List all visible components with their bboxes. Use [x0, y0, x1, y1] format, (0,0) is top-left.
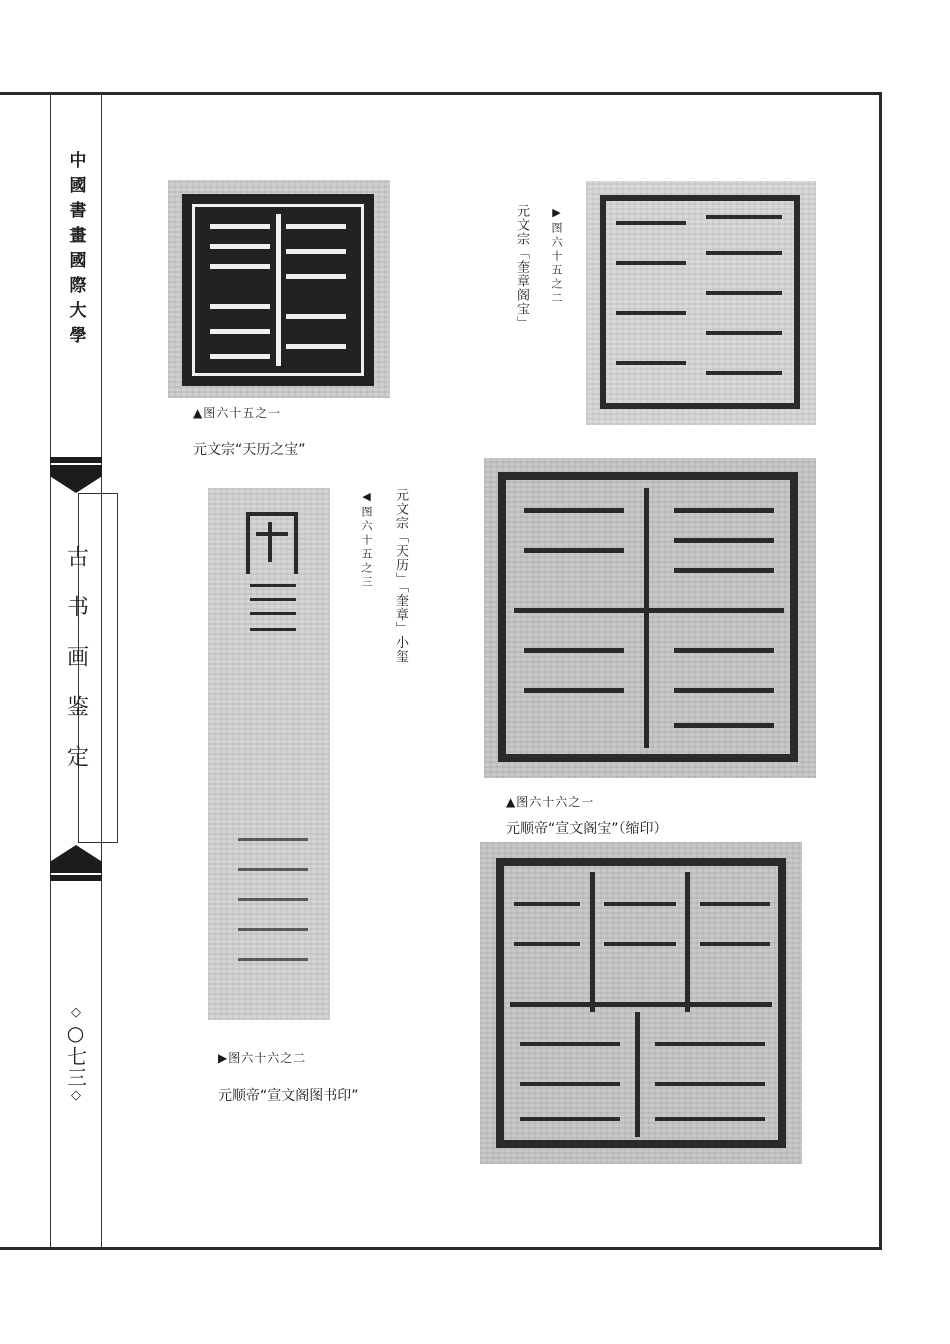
seal-stroke: [794, 195, 800, 409]
figure-number: ◀图六十五之三: [360, 490, 373, 590]
seal-stroke: [655, 1117, 765, 1121]
seal-stroke: [674, 648, 774, 653]
figure-title: 元顺帝“宣文阁图书印”: [218, 1088, 359, 1104]
seal-block: [182, 194, 374, 386]
figure-title: 元文宗「奎章阁宝」: [514, 204, 529, 330]
seal-stroke: [674, 508, 774, 513]
seal-stroke: [706, 331, 782, 335]
seal-stroke: [524, 508, 624, 513]
seal-stroke: [600, 403, 800, 409]
seal-stroke: [276, 214, 281, 366]
seal-stroke: [706, 215, 782, 219]
seal-stroke: [700, 902, 770, 906]
seal-stroke: [616, 311, 686, 315]
seal-stroke: [520, 1042, 620, 1046]
seal-stroke: [250, 628, 296, 631]
seal-stroke: [510, 1002, 772, 1007]
seal-stroke: [778, 858, 786, 1148]
school-name: 中國書畫國際大學: [65, 151, 86, 351]
seal-stroke: [674, 723, 774, 728]
seal-stroke: [210, 264, 270, 269]
seal-stroke: [616, 261, 686, 265]
page-number: [62, 1005, 91, 1104]
seal-stroke: [524, 548, 624, 553]
seal-stroke: [250, 598, 296, 601]
seal-stroke: [210, 329, 270, 334]
seal-stroke: [238, 958, 308, 961]
page-number-text: ○七三: [63, 1021, 88, 1088]
seal-stroke: [210, 304, 270, 309]
figure-number: ▲图六十五之一: [193, 406, 282, 420]
seal-stroke: [286, 224, 346, 229]
seal-stroke: [685, 872, 690, 1012]
tab-bottom-wedge: [50, 845, 102, 873]
tab-top-bar: [50, 457, 102, 463]
figure-title: 元顺帝“宣文阁宝”（缩印）: [506, 821, 668, 837]
seal-stroke: [238, 868, 308, 871]
tab-top-wedge: [50, 465, 102, 493]
seal-stroke: [210, 224, 270, 229]
seal-stroke: [286, 249, 346, 254]
seal-stroke: [250, 612, 296, 615]
seal-stroke: [644, 488, 649, 748]
seal-image-65-2: [586, 181, 816, 425]
seal-stroke: [706, 251, 782, 255]
seal-stroke: [238, 898, 308, 901]
seal-stroke: [600, 195, 606, 409]
sidebar-rail: [50, 95, 102, 1247]
seal-stroke: [790, 472, 798, 762]
seal-stroke: [604, 942, 676, 946]
seal-stroke: [524, 648, 624, 653]
tab-bottom-bar: [50, 875, 102, 881]
seal-stroke: [655, 1082, 765, 1086]
seal-stroke: [268, 522, 272, 562]
seal-stroke: [238, 928, 308, 931]
seal-stroke: [246, 512, 250, 574]
seal-image-65-3: [208, 488, 330, 1020]
figure-number: ▶图六十五之二: [550, 206, 563, 306]
seal-stroke: [616, 361, 686, 365]
figure-title: 元文宗「天历」「奎章」小玺: [393, 488, 408, 664]
seal-stroke: [496, 1140, 786, 1148]
seal-stroke: [210, 354, 270, 359]
seal-stroke: [524, 688, 624, 693]
seal-stroke: [514, 902, 580, 906]
seal-stroke: [246, 512, 298, 516]
seal-stroke: [635, 1012, 640, 1137]
seal-stroke: [498, 472, 798, 480]
seal-stroke: [286, 274, 346, 279]
seal-stroke: [674, 688, 774, 693]
seal-stroke: [496, 858, 504, 1148]
page-marker-bottom: ◇: [68, 1088, 84, 1104]
seal-stroke: [286, 344, 346, 349]
figure-number: ▲图六十六之一: [506, 795, 595, 809]
seal-image-66-1: [484, 458, 816, 778]
seal-stroke: [498, 754, 798, 762]
seal-stroke: [496, 858, 786, 866]
seal-stroke: [674, 538, 774, 543]
seal-stroke: [604, 902, 676, 906]
seal-stroke: [590, 872, 595, 1012]
page-marker-top: ◇: [68, 1005, 84, 1021]
seal-stroke: [238, 838, 308, 841]
seal-stroke: [514, 942, 580, 946]
seal-stroke: [706, 371, 782, 375]
seal-stroke: [655, 1042, 765, 1046]
seal-stroke: [256, 532, 288, 536]
seal-stroke: [250, 584, 296, 587]
figure-title: 元文宗“天历之宝”: [193, 442, 306, 458]
section-title: 古书画鉴定: [63, 545, 89, 795]
seal-image-66-2: [480, 842, 802, 1164]
seal-stroke: [520, 1117, 620, 1121]
seal-stroke: [520, 1082, 620, 1086]
seal-stroke: [294, 512, 298, 574]
seal-stroke: [600, 195, 800, 201]
seal-stroke: [514, 608, 784, 613]
seal-stroke: [210, 244, 270, 249]
seal-stroke: [286, 314, 346, 319]
seal-stroke: [700, 942, 770, 946]
seal-stroke: [674, 568, 774, 573]
seal-image-65-1: [168, 180, 390, 398]
seal-stroke: [616, 221, 686, 225]
seal-stroke: [498, 472, 506, 762]
figure-number: ▶图六十六之二: [218, 1051, 307, 1065]
seal-stroke: [706, 291, 782, 295]
